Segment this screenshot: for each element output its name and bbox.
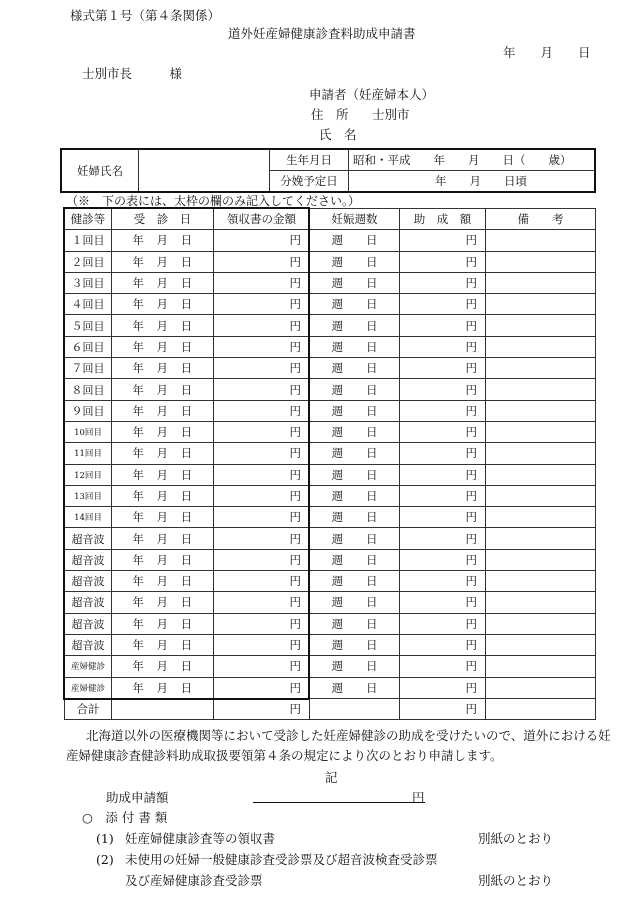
subsidy-amount-field: 円: [400, 421, 486, 442]
receipt-amount-field[interactable]: 円: [214, 656, 310, 677]
row-label: １回目: [65, 230, 112, 251]
remarks-field: [486, 315, 596, 336]
total-remarks: [486, 698, 596, 719]
patient-info-table: [60, 148, 596, 193]
row-label: 超音波: [65, 549, 112, 570]
remarks-field: [486, 507, 596, 528]
exam-date-field[interactable]: 年 月 日: [112, 485, 214, 506]
row-label: ９回目: [65, 400, 112, 421]
subsidy-amount-field: 円: [400, 315, 486, 336]
table-row: [65, 528, 596, 549]
gestation-weeks-field: 週 日: [310, 294, 400, 315]
due-date-label: 分娩予定日: [270, 171, 349, 193]
remarks-field: [486, 251, 596, 272]
exam-date-field[interactable]: 年 月 日: [112, 315, 214, 336]
table-row: [65, 571, 596, 592]
body-line-2: 産婦健康診査健診料助成取扱要領第４条の規定により次のとおり申請します。: [66, 748, 503, 763]
table-row: [65, 443, 596, 464]
remarks-field: [486, 677, 596, 698]
subsidy-amount-field: 円: [400, 613, 486, 634]
subsidy-amount-field: 円: [400, 507, 486, 528]
total-empty-2: [310, 698, 400, 719]
item-2-text: 未使用の妊婦一般健康診査受診票及び超音波検査受診票: [125, 852, 438, 867]
remarks-field: [486, 421, 596, 442]
receipt-amount-field[interactable]: 円: [214, 464, 310, 485]
row-label: 超音波: [65, 634, 112, 655]
gestation-weeks-field: 週 日: [310, 230, 400, 251]
header-remarks: 備 考: [486, 209, 596, 230]
gestation-weeks-field: 週 日: [310, 677, 400, 698]
remarks-field: [486, 358, 596, 379]
table-row: [65, 315, 596, 336]
receipt-amount-field[interactable]: 円: [214, 272, 310, 293]
document-title: 道外妊産婦健康診査料助成申請書: [228, 26, 416, 41]
row-label: 12回目: [65, 464, 112, 485]
patient-name-label: 妊婦氏名: [61, 149, 139, 192]
gestation-weeks-field: 週 日: [310, 400, 400, 421]
subsidy-amount-field: 円: [400, 528, 486, 549]
row-label: 14回目: [65, 507, 112, 528]
row-label: 超音波: [65, 613, 112, 634]
row-label: ２回目: [65, 251, 112, 272]
body-line-1: 北海道以外の医療機関等において受診した妊産婦健診の助成を受けたいので、道外における妊: [86, 728, 611, 743]
gestation-weeks-field: 週 日: [310, 634, 400, 655]
receipt-amount-field[interactable]: 円: [214, 315, 310, 336]
row-label: ３回目: [65, 272, 112, 293]
subsidy-amount-field: 円: [400, 251, 486, 272]
item-2-text-cont: 及び産婦健康診査受診票: [125, 873, 263, 888]
remarks-field: [486, 485, 596, 506]
gestation-weeks-field: 週 日: [310, 315, 400, 336]
address-value: 士別市: [372, 107, 410, 122]
header-exam-date: 受 診 日: [112, 209, 214, 230]
row-label: ６回目: [65, 336, 112, 357]
table-row: [65, 421, 596, 442]
remarks-field: [486, 272, 596, 293]
exam-date-field[interactable]: 年 月 日: [112, 400, 214, 421]
receipt-amount-field[interactable]: 円: [214, 507, 310, 528]
amount-field[interactable]: [253, 802, 425, 803]
table-row: [65, 464, 596, 485]
row-label: 産婦健診: [65, 656, 112, 677]
row-label: 11回目: [65, 443, 112, 464]
gestation-weeks-field: 週 日: [310, 528, 400, 549]
gestation-weeks-field: 週 日: [310, 613, 400, 634]
remarks-field: [486, 571, 596, 592]
receipt-amount-field[interactable]: 円: [214, 443, 310, 464]
row-label: 超音波: [65, 592, 112, 613]
subsidy-amount-field: 円: [400, 656, 486, 677]
receipt-amount-field[interactable]: 円: [214, 336, 310, 357]
remarks-field: [486, 528, 596, 549]
row-label: ８回目: [65, 379, 112, 400]
remarks-field: [486, 549, 596, 570]
exam-date-field[interactable]: 年 月 日: [112, 443, 214, 464]
subsidy-amount-field: 円: [400, 485, 486, 506]
table-row: [65, 294, 596, 315]
row-label: ４回目: [65, 294, 112, 315]
table-row: [65, 358, 596, 379]
row-label: ５回目: [65, 315, 112, 336]
table-row: [65, 251, 596, 272]
checkup-table: [64, 208, 596, 720]
gestation-weeks-field: 週 日: [310, 443, 400, 464]
exam-date-field[interactable]: 年 月 日: [112, 336, 214, 357]
exam-date-field[interactable]: 年 月 日: [112, 656, 214, 677]
total-subsidy-amount: 円: [400, 698, 486, 719]
subsidy-amount-field: 円: [400, 379, 486, 400]
row-label: 10回目: [65, 421, 112, 442]
gestation-weeks-field: 週 日: [310, 379, 400, 400]
subsidy-amount-field: 円: [400, 677, 486, 698]
receipt-amount-field[interactable]: 円: [214, 294, 310, 315]
form-number: 様式第１号（第４条関係）: [70, 8, 221, 23]
remarks-field: [486, 656, 596, 677]
ki-label: 記: [325, 770, 338, 785]
table-row: [65, 656, 596, 677]
item-1-text: 妊産婦健康診査等の領収書: [125, 831, 276, 846]
exam-date-field[interactable]: 年 月 日: [112, 507, 214, 528]
total-empty: [112, 698, 214, 719]
row-label: 産婦健診: [65, 677, 112, 698]
applicant-heading: 申請者（妊産婦本人）: [309, 87, 435, 102]
gestation-weeks-field: 週 日: [310, 592, 400, 613]
receipt-amount-field[interactable]: 円: [214, 571, 310, 592]
exam-date-field[interactable]: 年 月 日: [112, 294, 214, 315]
amount-label: 助成申請額: [106, 790, 169, 805]
total-label: 合計: [65, 698, 112, 719]
remarks-field: [486, 592, 596, 613]
addressee: 士別市長 様: [82, 66, 183, 81]
receipt-amount-field[interactable]: 円: [214, 634, 310, 655]
table-row: [65, 379, 596, 400]
receipt-amount-field[interactable]: 円: [214, 528, 310, 549]
item-1-note: 別紙のとおり: [478, 831, 554, 846]
header-receipt-amount: 領収書の金額: [214, 209, 310, 230]
remarks-field: [486, 464, 596, 485]
remarks-field: [486, 400, 596, 421]
table-row: [65, 549, 596, 570]
birth-label: 生年月日: [270, 149, 349, 171]
row-label: 13回目: [65, 485, 112, 506]
table-row: [65, 400, 596, 421]
subsidy-amount-field: 円: [400, 358, 486, 379]
exam-date-field[interactable]: 年 月 日: [112, 421, 214, 442]
birth-field[interactable]: 昭和・平成 年 月 日（ 歳）: [349, 149, 596, 171]
table-row: [65, 592, 596, 613]
name-label: 氏 名: [319, 127, 357, 142]
row-label: 超音波: [65, 571, 112, 592]
subsidy-amount-field: 円: [400, 400, 486, 421]
subsidy-amount-field: 円: [400, 294, 486, 315]
table-note: （※ 下の表には、太枠の欄のみ記入してください。）: [66, 194, 361, 208]
total-row: [65, 698, 596, 719]
remarks-field: [486, 230, 596, 251]
exam-date-field[interactable]: 年 月 日: [112, 528, 214, 549]
receipt-amount-field[interactable]: 円: [214, 592, 310, 613]
receipt-amount-field[interactable]: 円: [214, 379, 310, 400]
row-label: ７回目: [65, 358, 112, 379]
remarks-field: [486, 336, 596, 357]
exam-date-field[interactable]: 年 月 日: [112, 272, 214, 293]
header-gestation-weeks: 妊娠週数: [310, 209, 400, 230]
receipt-amount-field[interactable]: 円: [214, 230, 310, 251]
gestation-weeks-field: 週 日: [310, 251, 400, 272]
subsidy-amount-field: 円: [400, 464, 486, 485]
remarks-field: [486, 634, 596, 655]
exam-date-field[interactable]: 年 月 日: [112, 379, 214, 400]
gestation-weeks-field: 週 日: [310, 549, 400, 570]
table-row: [65, 272, 596, 293]
subsidy-amount-field: 円: [400, 549, 486, 570]
application-date: 年 月 日: [503, 45, 591, 60]
table-row: [65, 230, 596, 251]
gestation-weeks-field: 週 日: [310, 464, 400, 485]
receipt-amount-field[interactable]: 円: [214, 421, 310, 442]
exam-date-field[interactable]: 年 月 日: [112, 634, 214, 655]
header-checkup: 健診等: [65, 209, 112, 230]
item-2-number: (2): [96, 852, 114, 867]
subsidy-amount-field: 円: [400, 592, 486, 613]
table-row: [65, 677, 596, 698]
subsidy-amount-field: 円: [400, 272, 486, 293]
header-subsidy-amount: 助 成 額: [400, 209, 486, 230]
receipt-amount-field[interactable]: 円: [214, 400, 310, 421]
exam-date-field[interactable]: 年 月 日: [112, 251, 214, 272]
gestation-weeks-field: 週 日: [310, 272, 400, 293]
remarks-field: [486, 294, 596, 315]
due-date-field[interactable]: 年 月 日頃: [349, 171, 596, 193]
receipt-amount-field[interactable]: 円: [214, 613, 310, 634]
receipt-amount-field[interactable]: 円: [214, 677, 310, 698]
gestation-weeks-field: 週 日: [310, 421, 400, 442]
remarks-field: [486, 379, 596, 400]
receipt-amount-field[interactable]: 円: [214, 358, 310, 379]
item-2-note: 別紙のとおり: [478, 873, 554, 888]
exam-date-field[interactable]: 年 月 日: [112, 571, 214, 592]
row-label: 超音波: [65, 528, 112, 549]
gestation-weeks-field: 週 日: [310, 336, 400, 357]
gestation-weeks-field: 週 日: [310, 507, 400, 528]
exam-date-field[interactable]: 年 月 日: [112, 549, 214, 570]
gestation-weeks-field: 週 日: [310, 571, 400, 592]
amount-unit: 円: [412, 790, 425, 805]
patient-name-field[interactable]: [139, 149, 270, 192]
gestation-weeks-field: 週 日: [310, 656, 400, 677]
table-header-row: [65, 209, 596, 230]
exam-date-field[interactable]: 年 月 日: [112, 230, 214, 251]
exam-date-field[interactable]: 年 月 日: [112, 677, 214, 698]
total-receipt-amount[interactable]: 円: [214, 698, 310, 719]
subsidy-amount-field: 円: [400, 336, 486, 357]
address-label: 住 所: [311, 107, 349, 122]
subsidy-amount-field: 円: [400, 571, 486, 592]
subsidy-amount-field: 円: [400, 230, 486, 251]
table-row: [65, 507, 596, 528]
table-row: [65, 634, 596, 655]
receipt-amount-field[interactable]: 円: [214, 251, 310, 272]
exam-date-field[interactable]: 年 月 日: [112, 358, 214, 379]
exam-date-field[interactable]: 年 月 日: [112, 464, 214, 485]
remarks-field: [486, 443, 596, 464]
receipt-amount-field[interactable]: 円: [214, 549, 310, 570]
table-row: [65, 485, 596, 506]
table-row: [65, 336, 596, 357]
gestation-weeks-field: 週 日: [310, 485, 400, 506]
remarks-field: [486, 613, 596, 634]
attachments-heading: ○ 添 付 書 類: [82, 810, 168, 825]
subsidy-amount-field: 円: [400, 634, 486, 655]
exam-date-field[interactable]: 年 月 日: [112, 613, 214, 634]
receipt-amount-field[interactable]: 円: [214, 485, 310, 506]
table-row: [65, 613, 596, 634]
gestation-weeks-field: 週 日: [310, 358, 400, 379]
subsidy-amount-field: 円: [400, 443, 486, 464]
exam-date-field[interactable]: 年 月 日: [112, 592, 214, 613]
item-1-number: (1): [96, 831, 114, 846]
